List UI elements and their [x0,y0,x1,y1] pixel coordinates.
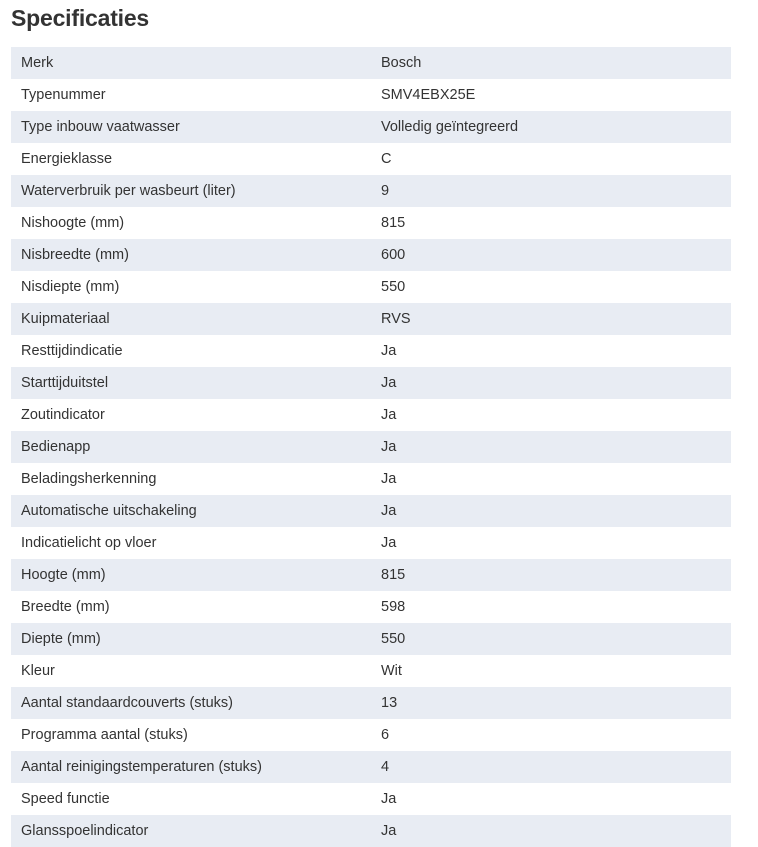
spec-row [11,79,731,111]
spec-value: 9 [371,175,731,207]
spec-label: Nisdiepte (mm) [11,271,371,303]
page-title: Specificaties [11,5,150,31]
spec-value: Bosch [371,47,731,79]
spec-row [11,719,731,751]
spec-row [11,47,731,79]
spec-label: Beladingsherkenning [11,463,371,495]
spec-row [11,175,731,207]
spec-value: Ja [371,495,731,527]
spec-row [11,751,731,783]
spec-row [11,495,731,527]
specifications-body [11,47,731,847]
spec-label: Indicatielicht op vloer [11,527,371,559]
spec-row [11,367,731,399]
spec-value: 4 [371,751,731,783]
spec-label: Merk [11,47,371,79]
spec-label: Glansspoelindicator [11,815,371,847]
spec-label: Typenummer [11,79,371,111]
spec-label: Resttijdindicatie [11,335,371,367]
spec-value: 550 [371,271,731,303]
spec-label: Kleur [11,655,371,687]
spec-row [11,399,731,431]
spec-row [11,559,731,591]
spec-row [11,783,731,815]
spec-row [11,303,731,335]
spec-label: Bedienapp [11,431,371,463]
spec-value: 598 [371,591,731,623]
spec-value: 13 [371,687,731,719]
spec-row [11,687,731,719]
spec-value: SMV4EBX25E [371,79,731,111]
spec-label: Type inbouw vaatwasser [11,111,371,143]
spec-row [11,815,731,847]
spec-row [11,527,731,559]
spec-value: Wit [371,655,731,687]
spec-label: Hoogte (mm) [11,559,371,591]
specifications-table [11,47,731,847]
spec-row [11,591,731,623]
spec-row [11,335,731,367]
spec-value: 815 [371,207,731,239]
spec-value: 815 [371,559,731,591]
spec-label: Diepte (mm) [11,623,371,655]
spec-label: Zoutindicator [11,399,371,431]
spec-value: 6 [371,719,731,751]
spec-value: RVS [371,303,731,335]
spec-label: Aantal reinigingstemperaturen (stuks) [11,751,371,783]
spec-label: Starttijduitstel [11,367,371,399]
spec-label: Energieklasse [11,143,371,175]
spec-value: Ja [371,431,731,463]
spec-value: Ja [371,335,731,367]
spec-row [11,463,731,495]
spec-row [11,623,731,655]
spec-value: Volledig geïntegreerd [371,111,731,143]
spec-value: Ja [371,815,731,847]
spec-label: Nisbreedte (mm) [11,239,371,271]
spec-row [11,655,731,687]
spec-value: 550 [371,623,731,655]
spec-value: C [371,143,731,175]
spec-label: Nishoogte (mm) [11,207,371,239]
spec-row [11,143,731,175]
spec-value: Ja [371,463,731,495]
spec-value: Ja [371,399,731,431]
spec-value: Ja [371,527,731,559]
spec-row [11,111,731,143]
spec-label: Waterverbruik per wasbeurt (liter) [11,175,371,207]
spec-label: Kuipmateriaal [11,303,371,335]
spec-row [11,431,731,463]
spec-label: Automatische uitschakeling [11,495,371,527]
spec-row [11,207,731,239]
spec-label: Speed functie [11,783,371,815]
spec-value: Ja [371,367,731,399]
spec-row [11,239,731,271]
spec-row [11,271,731,303]
spec-label: Programma aantal (stuks) [11,719,371,751]
spec-value: 600 [371,239,731,271]
spec-value: Ja [371,783,731,815]
spec-label: Breedte (mm) [11,591,371,623]
spec-label: Aantal standaardcouverts (stuks) [11,687,371,719]
